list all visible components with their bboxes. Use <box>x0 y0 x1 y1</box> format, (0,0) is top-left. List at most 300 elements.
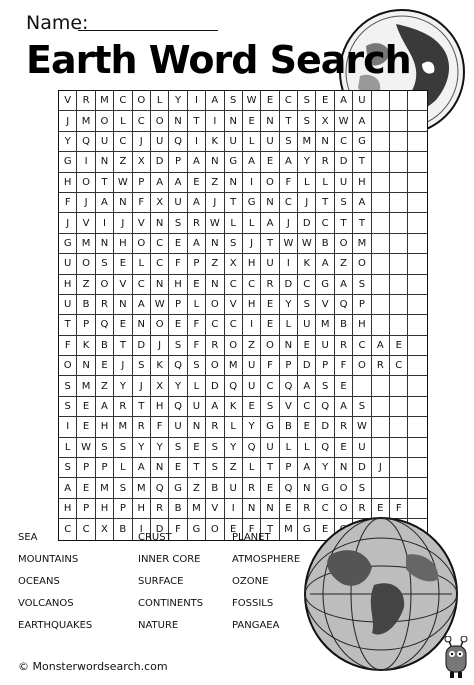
grid-cell[interactable]: A <box>372 336 390 356</box>
grid-cell[interactable]: E <box>169 234 187 254</box>
grid-cell[interactable]: Z <box>335 254 353 274</box>
grid-cell[interactable]: H <box>59 275 77 295</box>
grid-cell[interactable]: E <box>188 173 206 193</box>
grid-cell[interactable]: N <box>335 458 353 478</box>
grid-cell[interactable]: M <box>316 315 334 335</box>
grid-cell[interactable] <box>390 478 408 498</box>
grid-cell[interactable] <box>408 397 426 417</box>
grid-cell[interactable]: S <box>188 356 206 376</box>
grid-cell[interactable]: S <box>316 376 334 396</box>
grid-cell[interactable]: H <box>353 173 371 193</box>
grid-cell[interactable]: T <box>114 336 132 356</box>
grid-cell[interactable]: N <box>96 234 114 254</box>
grid-cell[interactable]: P <box>114 499 132 519</box>
grid-cell[interactable]: D <box>316 417 334 437</box>
grid-cell[interactable]: S <box>353 275 371 295</box>
grid-cell[interactable]: U <box>59 254 77 274</box>
grid-cell[interactable]: O <box>96 111 114 131</box>
grid-cell[interactable]: U <box>243 356 261 376</box>
grid-cell[interactable]: A <box>96 397 114 417</box>
grid-cell[interactable]: A <box>96 193 114 213</box>
grid-cell[interactable]: S <box>169 438 187 458</box>
grid-cell[interactable] <box>390 315 408 335</box>
grid-cell[interactable]: A <box>261 213 279 233</box>
grid-cell[interactable]: F <box>243 519 261 539</box>
grid-cell[interactable]: P <box>77 499 95 519</box>
grid-cell[interactable]: S <box>206 438 224 458</box>
grid-cell[interactable]: O <box>206 356 224 376</box>
grid-cell[interactable]: Y <box>298 152 316 172</box>
grid-cell[interactable]: U <box>151 132 169 152</box>
grid-cell[interactable]: F <box>280 173 298 193</box>
name-input-line[interactable] <box>78 30 218 31</box>
grid-cell[interactable]: I <box>280 254 298 274</box>
grid-cell[interactable] <box>408 152 426 172</box>
grid-cell[interactable]: K <box>77 336 95 356</box>
grid-cell[interactable]: O <box>206 519 224 539</box>
grid-cell[interactable]: A <box>59 478 77 498</box>
grid-cell[interactable]: P <box>96 458 114 478</box>
grid-cell[interactable]: L <box>59 438 77 458</box>
grid-cell[interactable]: I <box>96 213 114 233</box>
grid-cell[interactable]: Y <box>243 417 261 437</box>
grid-cell[interactable]: M <box>188 499 206 519</box>
grid-cell[interactable]: D <box>298 213 316 233</box>
grid-cell[interactable]: C <box>261 376 279 396</box>
grid-cell[interactable]: C <box>280 193 298 213</box>
grid-cell[interactable]: I <box>225 499 243 519</box>
grid-cell[interactable]: T <box>335 213 353 233</box>
grid-cell[interactable]: L <box>225 417 243 437</box>
grid-cell[interactable]: A <box>243 152 261 172</box>
grid-cell[interactable] <box>372 91 390 111</box>
grid-cell[interactable]: T <box>133 397 151 417</box>
grid-cell[interactable]: R <box>133 417 151 437</box>
grid-cell[interactable]: A <box>206 397 224 417</box>
grid-cell[interactable]: H <box>243 295 261 315</box>
grid-cell[interactable]: B <box>206 478 224 498</box>
grid-cell[interactable]: C <box>225 315 243 335</box>
grid-cell[interactable]: S <box>298 91 316 111</box>
grid-cell[interactable]: P <box>77 315 95 335</box>
grid-cell[interactable]: O <box>77 173 95 193</box>
grid-cell[interactable]: L <box>188 295 206 315</box>
grid-cell[interactable] <box>372 173 390 193</box>
grid-cell[interactable]: M <box>114 417 132 437</box>
grid-cell[interactable] <box>408 91 426 111</box>
grid-cell[interactable]: O <box>151 111 169 131</box>
grid-cell[interactable]: W <box>353 417 371 437</box>
grid-cell[interactable]: S <box>353 478 371 498</box>
grid-cell[interactable] <box>372 315 390 335</box>
grid-cell[interactable] <box>372 438 390 458</box>
grid-cell[interactable]: M <box>96 91 114 111</box>
grid-cell[interactable]: A <box>151 173 169 193</box>
grid-cell[interactable] <box>372 275 390 295</box>
grid-cell[interactable]: O <box>206 295 224 315</box>
grid-cell[interactable]: W <box>114 173 132 193</box>
grid-cell[interactable]: G <box>59 152 77 172</box>
grid-cell[interactable]: K <box>206 132 224 152</box>
grid-cell[interactable]: B <box>77 295 95 315</box>
grid-cell[interactable]: O <box>133 91 151 111</box>
grid-cell[interactable]: E <box>298 336 316 356</box>
grid-cell[interactable]: G <box>188 519 206 539</box>
grid-cell[interactable]: K <box>225 397 243 417</box>
grid-cell[interactable]: Y <box>169 376 187 396</box>
grid-cell[interactable]: Q <box>316 397 334 417</box>
grid-cell[interactable]: O <box>261 173 279 193</box>
grid-cell[interactable]: A <box>298 458 316 478</box>
grid-cell[interactable]: S <box>335 193 353 213</box>
grid-cell[interactable]: Y <box>169 91 187 111</box>
grid-cell[interactable]: F <box>335 356 353 376</box>
grid-cell[interactable]: E <box>243 111 261 131</box>
grid-cell[interactable]: C <box>77 519 95 539</box>
grid-cell[interactable]: R <box>372 356 390 376</box>
grid-cell[interactable]: F <box>133 193 151 213</box>
grid-cell[interactable]: U <box>261 254 279 274</box>
grid-cell[interactable]: I <box>188 132 206 152</box>
grid-cell[interactable]: U <box>243 376 261 396</box>
grid-cell[interactable]: S <box>59 397 77 417</box>
grid-cell[interactable]: N <box>151 213 169 233</box>
grid-cell[interactable]: I <box>206 111 224 131</box>
grid-cell[interactable] <box>372 234 390 254</box>
grid-cell[interactable]: S <box>114 478 132 498</box>
grid-cell[interactable]: B <box>114 519 132 539</box>
grid-cell[interactable]: A <box>280 152 298 172</box>
grid-cell[interactable]: R <box>335 417 353 437</box>
grid-cell[interactable]: R <box>206 336 224 356</box>
grid-cell[interactable]: P <box>169 295 187 315</box>
grid-cell[interactable] <box>408 111 426 131</box>
grid-cell[interactable]: N <box>133 315 151 335</box>
grid-cell[interactable]: S <box>298 295 316 315</box>
grid-cell[interactable]: J <box>114 213 132 233</box>
grid-cell[interactable]: E <box>335 376 353 396</box>
grid-cell[interactable]: I <box>243 315 261 335</box>
grid-cell[interactable] <box>390 152 408 172</box>
grid-cell[interactable]: A <box>206 91 224 111</box>
grid-cell[interactable]: A <box>298 376 316 396</box>
grid-cell[interactable]: O <box>353 254 371 274</box>
grid-cell[interactable] <box>390 397 408 417</box>
grid-cell[interactable]: E <box>188 438 206 458</box>
grid-cell[interactable]: L <box>114 111 132 131</box>
grid-cell[interactable]: V <box>77 213 95 233</box>
grid-cell[interactable]: Y <box>316 458 334 478</box>
grid-cell[interactable]: S <box>225 91 243 111</box>
grid-cell[interactable]: W <box>206 213 224 233</box>
grid-cell[interactable]: M <box>280 519 298 539</box>
grid-cell[interactable]: V <box>225 295 243 315</box>
grid-cell[interactable]: J <box>151 336 169 356</box>
grid-cell[interactable]: I <box>243 173 261 193</box>
grid-cell[interactable]: L <box>188 376 206 396</box>
grid-cell[interactable]: K <box>298 254 316 274</box>
grid-cell[interactable]: E <box>77 478 95 498</box>
grid-cell[interactable]: N <box>206 152 224 172</box>
grid-cell[interactable]: C <box>243 275 261 295</box>
grid-cell[interactable]: N <box>261 193 279 213</box>
grid-cell[interactable]: I <box>77 152 95 172</box>
grid-cell[interactable]: A <box>353 193 371 213</box>
grid-cell[interactable]: P <box>77 458 95 478</box>
grid-cell[interactable] <box>408 336 426 356</box>
grid-cell[interactable]: N <box>151 275 169 295</box>
grid-cell[interactable]: V <box>133 213 151 233</box>
grid-cell[interactable]: W <box>280 234 298 254</box>
grid-cell[interactable]: J <box>206 193 224 213</box>
grid-cell[interactable]: E <box>77 417 95 437</box>
grid-cell[interactable]: Y <box>225 438 243 458</box>
grid-cell[interactable] <box>390 91 408 111</box>
grid-cell[interactable]: S <box>225 234 243 254</box>
grid-cell[interactable]: C <box>280 91 298 111</box>
grid-cell[interactable]: C <box>59 519 77 539</box>
grid-cell[interactable]: D <box>206 376 224 396</box>
grid-cell[interactable]: S <box>169 213 187 233</box>
grid-cell[interactable]: S <box>114 438 132 458</box>
grid-cell[interactable] <box>390 193 408 213</box>
grid-cell[interactable]: R <box>114 397 132 417</box>
grid-cell[interactable]: Z <box>77 275 95 295</box>
grid-cell[interactable]: P <box>280 356 298 376</box>
grid-cell[interactable]: Y <box>280 295 298 315</box>
grid-cell[interactable]: J <box>59 213 77 233</box>
grid-cell[interactable]: N <box>151 458 169 478</box>
grid-cell[interactable]: G <box>316 478 334 498</box>
grid-cell[interactable]: U <box>353 438 371 458</box>
grid-cell[interactable] <box>408 295 426 315</box>
grid-cell[interactable]: E <box>261 478 279 498</box>
grid-cell[interactable]: F <box>59 336 77 356</box>
grid-cell[interactable]: Y <box>114 376 132 396</box>
grid-cell[interactable]: S <box>96 254 114 274</box>
grid-cell[interactable] <box>390 458 408 478</box>
grid-cell[interactable]: F <box>188 315 206 335</box>
grid-cell[interactable]: E <box>188 275 206 295</box>
grid-cell[interactable]: U <box>316 336 334 356</box>
grid-cell[interactable]: B <box>335 315 353 335</box>
grid-cell[interactable]: A <box>133 458 151 478</box>
grid-cell[interactable]: T <box>353 152 371 172</box>
grid-cell[interactable]: X <box>151 376 169 396</box>
grid-cell[interactable]: V <box>59 91 77 111</box>
grid-cell[interactable]: Q <box>151 478 169 498</box>
grid-cell[interactable]: N <box>316 132 334 152</box>
grid-cell[interactable]: E <box>280 499 298 519</box>
grid-cell[interactable]: E <box>261 91 279 111</box>
grid-cell[interactable]: V <box>280 397 298 417</box>
grid-cell[interactable] <box>390 275 408 295</box>
grid-cell[interactable]: H <box>243 254 261 274</box>
grid-cell[interactable] <box>408 193 426 213</box>
grid-cell[interactable]: Y <box>59 132 77 152</box>
grid-cell[interactable]: D <box>353 458 371 478</box>
grid-cell[interactable] <box>390 234 408 254</box>
grid-cell[interactable] <box>372 132 390 152</box>
grid-cell[interactable]: X <box>151 193 169 213</box>
grid-cell[interactable]: T <box>261 458 279 478</box>
grid-cell[interactable]: N <box>298 478 316 498</box>
grid-cell[interactable]: F <box>188 336 206 356</box>
grid-cell[interactable]: E <box>316 519 334 539</box>
grid-cell[interactable]: D <box>298 356 316 376</box>
grid-cell[interactable]: A <box>316 254 334 274</box>
grid-cell[interactable]: B <box>316 234 334 254</box>
grid-cell[interactable]: P <box>353 295 371 315</box>
grid-cell[interactable] <box>390 173 408 193</box>
grid-cell[interactable]: G <box>225 152 243 172</box>
grid-cell[interactable] <box>372 254 390 274</box>
grid-cell[interactable]: X <box>96 519 114 539</box>
grid-cell[interactable]: C <box>151 234 169 254</box>
grid-cell[interactable]: M <box>77 376 95 396</box>
grid-cell[interactable]: E <box>261 315 279 335</box>
grid-cell[interactable]: L <box>243 132 261 152</box>
grid-cell[interactable]: R <box>206 417 224 437</box>
grid-cell[interactable]: E <box>169 315 187 335</box>
grid-cell[interactable]: C <box>298 397 316 417</box>
grid-cell[interactable]: F <box>261 356 279 376</box>
grid-cell[interactable]: N <box>114 295 132 315</box>
grid-cell[interactable]: P <box>316 356 334 376</box>
grid-cell[interactable]: C <box>316 213 334 233</box>
grid-cell[interactable]: U <box>353 91 371 111</box>
grid-cell[interactable]: S <box>133 356 151 376</box>
grid-cell[interactable]: X <box>225 254 243 274</box>
grid-cell[interactable]: U <box>169 417 187 437</box>
grid-cell[interactable]: V <box>316 295 334 315</box>
grid-cell[interactable]: T <box>261 234 279 254</box>
grid-cell[interactable]: A <box>133 295 151 315</box>
grid-cell[interactable] <box>372 193 390 213</box>
grid-cell[interactable]: C <box>335 132 353 152</box>
grid-cell[interactable]: U <box>225 478 243 498</box>
grid-cell[interactable]: T <box>280 111 298 131</box>
grid-cell[interactable]: L <box>114 458 132 478</box>
grid-cell[interactable] <box>372 478 390 498</box>
grid-cell[interactable]: E <box>169 458 187 478</box>
grid-cell[interactable]: G <box>169 478 187 498</box>
grid-cell[interactable]: P <box>169 152 187 172</box>
grid-cell[interactable]: G <box>353 132 371 152</box>
grid-cell[interactable]: M <box>77 234 95 254</box>
grid-cell[interactable]: L <box>151 91 169 111</box>
grid-cell[interactable] <box>408 356 426 376</box>
grid-cell[interactable]: C <box>114 132 132 152</box>
grid-cell[interactable]: Q <box>243 438 261 458</box>
grid-cell[interactable]: E <box>243 397 261 417</box>
grid-cell[interactable]: E <box>298 417 316 437</box>
grid-cell[interactable]: I <box>188 91 206 111</box>
grid-cell[interactable] <box>408 132 426 152</box>
grid-cell[interactable] <box>408 234 426 254</box>
grid-cell[interactable]: D <box>133 336 151 356</box>
grid-cell[interactable]: F <box>169 254 187 274</box>
grid-cell[interactable] <box>408 376 426 396</box>
grid-cell[interactable]: L <box>280 315 298 335</box>
grid-cell[interactable]: P <box>133 173 151 193</box>
grid-cell[interactable]: M <box>225 356 243 376</box>
grid-cell[interactable]: Q <box>169 132 187 152</box>
grid-cell[interactable]: S <box>59 458 77 478</box>
grid-cell[interactable]: O <box>353 356 371 376</box>
grid-cell[interactable]: T <box>188 111 206 131</box>
grid-cell[interactable]: W <box>243 91 261 111</box>
grid-cell[interactable] <box>372 376 390 396</box>
grid-cell[interactable]: Q <box>280 376 298 396</box>
grid-cell[interactable]: L <box>225 213 243 233</box>
grid-cell[interactable]: X <box>133 152 151 172</box>
grid-cell[interactable]: E <box>96 356 114 376</box>
grid-cell[interactable]: R <box>298 499 316 519</box>
grid-cell[interactable]: G <box>243 193 261 213</box>
grid-cell[interactable]: N <box>77 356 95 376</box>
grid-cell[interactable]: I <box>133 519 151 539</box>
grid-cell[interactable]: E <box>390 336 408 356</box>
grid-cell[interactable] <box>390 132 408 152</box>
grid-cell[interactable] <box>408 213 426 233</box>
grid-cell[interactable]: C <box>298 275 316 295</box>
grid-cell[interactable]: M <box>96 478 114 498</box>
grid-cell[interactable]: W <box>151 295 169 315</box>
grid-cell[interactable]: Z <box>114 152 132 172</box>
grid-cell[interactable]: J <box>59 111 77 131</box>
grid-cell[interactable]: K <box>151 356 169 376</box>
grid-cell[interactable]: H <box>169 275 187 295</box>
grid-cell[interactable]: N <box>261 499 279 519</box>
grid-cell[interactable]: L <box>298 438 316 458</box>
grid-cell[interactable]: F <box>169 519 187 539</box>
grid-cell[interactable]: U <box>298 315 316 335</box>
grid-cell[interactable]: O <box>335 234 353 254</box>
grid-cell[interactable]: D <box>280 275 298 295</box>
grid-cell[interactable]: V <box>114 275 132 295</box>
grid-cell[interactable]: M <box>353 234 371 254</box>
grid-cell[interactable]: A <box>169 173 187 193</box>
grid-cell[interactable]: O <box>335 499 353 519</box>
grid-cell[interactable]: Y <box>151 438 169 458</box>
grid-cell[interactable]: D <box>151 519 169 539</box>
grid-cell[interactable]: N <box>225 111 243 131</box>
grid-cell[interactable]: W <box>77 438 95 458</box>
grid-cell[interactable]: S <box>59 376 77 396</box>
grid-cell[interactable]: F <box>390 499 408 519</box>
grid-cell[interactable]: L <box>133 254 151 274</box>
grid-cell[interactable]: M <box>133 478 151 498</box>
grid-cell[interactable]: J <box>133 132 151 152</box>
grid-cell[interactable]: T <box>316 193 334 213</box>
grid-cell[interactable]: H <box>96 417 114 437</box>
grid-cell[interactable]: R <box>188 213 206 233</box>
grid-cell[interactable]: I <box>59 417 77 437</box>
grid-cell[interactable]: U <box>261 132 279 152</box>
grid-cell[interactable]: R <box>353 499 371 519</box>
grid-cell[interactable]: S <box>206 458 224 478</box>
grid-cell[interactable]: E <box>114 315 132 335</box>
grid-cell[interactable]: Z <box>96 376 114 396</box>
grid-cell[interactable]: P <box>188 254 206 274</box>
grid-cell[interactable]: C <box>390 356 408 376</box>
grid-cell[interactable]: R <box>96 295 114 315</box>
grid-cell[interactable]: O <box>151 315 169 335</box>
grid-cell[interactable]: H <box>353 315 371 335</box>
grid-cell[interactable]: C <box>225 275 243 295</box>
grid-cell[interactable]: H <box>151 397 169 417</box>
